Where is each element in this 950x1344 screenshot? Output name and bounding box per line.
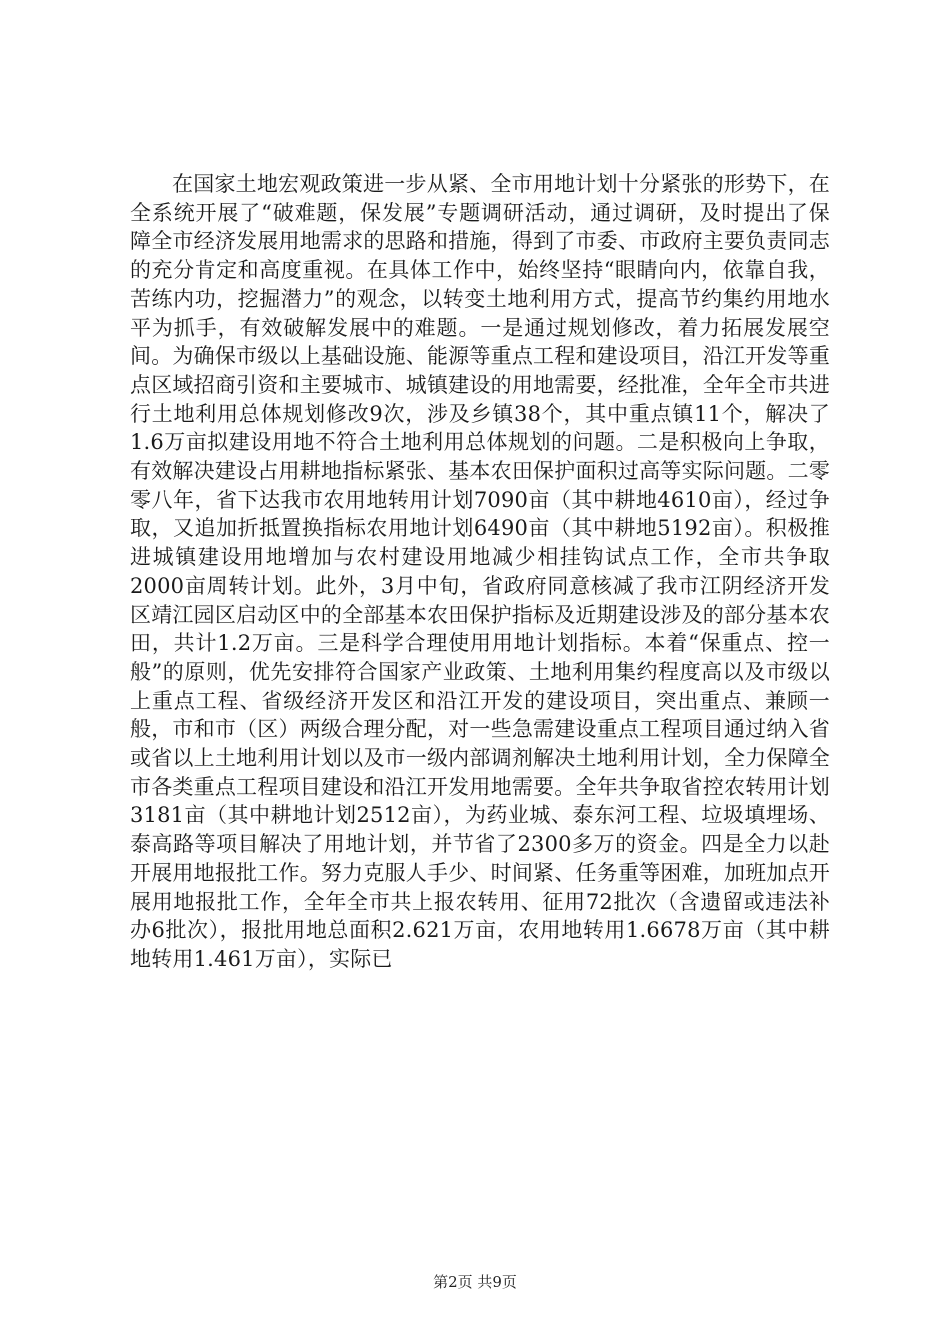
body-paragraph: 在国家土地宏观政策进一步从紧、全市用地计划十分紧张的形势下，在全系统开展了“破难题，保发展”专题调研活动，通过调研，及时提出了保障全市经济发展用地需求的思路和措施，得到了市委、市政府主要负责同志的充分肯定和高度重视。在具体工作中，始终坚持“眼睛向内，依靠自我，苦练内功，挖掘潜力”的观念，以转变土地利用方式，提高节约集约用地水平为抓手，有效破解发展中的难题。一是通过规划修改，着力拓展发展空间。为确保市级以上基础设施、能源等重点工程和建设项目，沿江开发等重点区域招商引资和主要城市、城镇建设的用地需要，经批准，全年全市共进行土地利用总体规划修改9次，涉及乡镇38个，其中重点镇11个，解决了1.6万亩拟建设用地不符合土地利用总体规划的问题。二是积极向上争取，有效解决建设占用耕地指标紧张、基本农田保护面积过高等实际问题。二零零八年，省下达我市农用地转用计划7090亩（其中耕地4610亩），经过争取，又追加折抵置换指标农用地计划6490亩（其中耕地5192亩）。积极推进城镇建设用地增加与农村建设用地减少相挂钩试点工作，全市共争取2000亩周转计划。此外，3月中旬，省政府同意核减了我市江阴经济开发区靖江园区启动区中的全部基本农田保护指标及近期建设涉及的部分基本农田，共计1.2万亩。三是科学合理使用用地计划指标。本着“保重点、控一般”的原则，优先安排符合国家产业政策、土地利用集约程度高以及市级以上重点工程、省级经济开发区和沿江开发的建设项目，突出重点、兼顾一般，市和市（区）两级合理分配，对一些急需建设重点工程项目通过纳入省或省以上土地利用计划以及市一级内部调剂解决土地利用计划，全力保障全市各类重点工程项目建设和沿江开发用地需要。全年共争取省控农转用计划3181亩（其中耕地计划2512亩），为药业城、泰东河工程、垃圾填埋场、泰高路等项目解决了用地计划，并节省了2300多万的资金。四是全力以赴开展用地报批工作。努力克服人手少、时间紧、任务重等困难，加班加点开展用地报批工作，全年全市共上报农转用、征用72批次（含遗留或违法补办6批次），报批用地总面积2.621万亩，农用地转用1.6678万亩（其中耕地转用1.461万亩），实际已 [130,172,830,971]
page-number-footer: 第2页 共9页 [433,1273,517,1291]
